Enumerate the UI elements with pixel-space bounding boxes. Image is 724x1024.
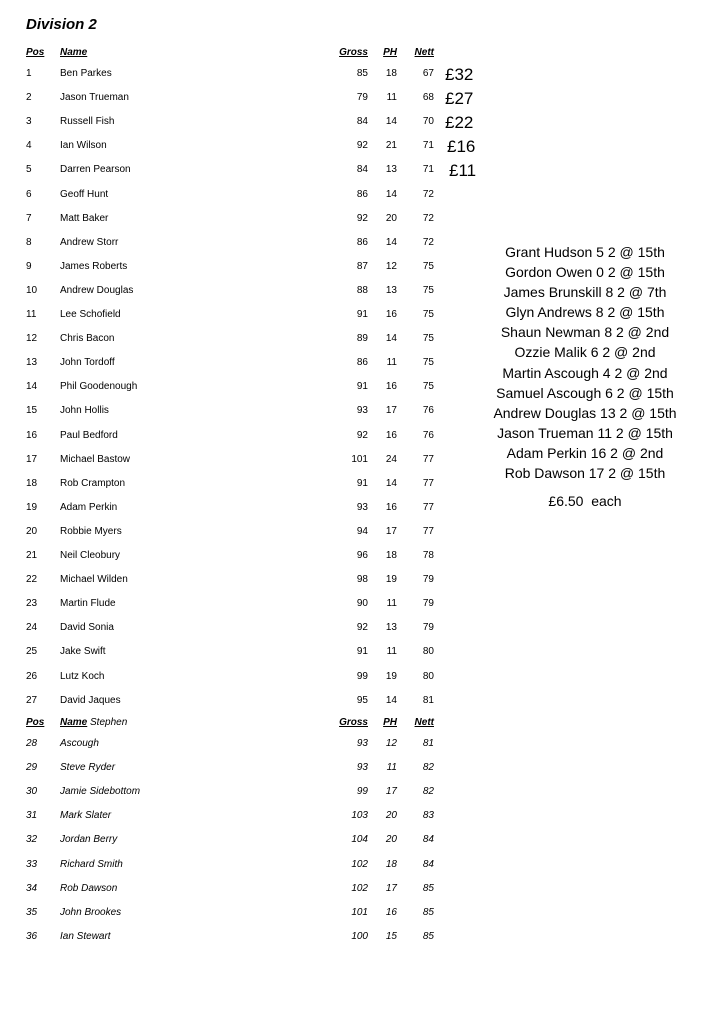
cell-nett: 82 xyxy=(422,762,434,774)
header2-gross: Gross xyxy=(339,717,368,728)
cell-ph: 11 xyxy=(386,92,397,104)
cell-name: Chris Bacon xyxy=(60,333,115,345)
cell-nett: 72 xyxy=(422,236,434,248)
twos-entry: Grant Hudson 5 2 @ 15th xyxy=(505,244,665,260)
cell-gross: 84 xyxy=(356,116,368,128)
table-row xyxy=(0,859,724,875)
table-row xyxy=(0,140,724,156)
cell-name: Russell Fish xyxy=(60,116,115,128)
cell-gross: 86 xyxy=(356,357,368,369)
cell-name: Phil Goodenough xyxy=(60,381,138,393)
table-row xyxy=(0,68,724,84)
cell-name: Ian Stewart xyxy=(60,930,111,942)
header-ph: PH xyxy=(383,47,397,58)
cell-name: Ian Wilson xyxy=(60,140,107,152)
cell-gross: 92 xyxy=(356,429,368,441)
cell-name: Andrew Storr xyxy=(60,236,119,248)
cell-ph: 20 xyxy=(385,834,397,846)
cell-nett: 81 xyxy=(422,738,434,749)
cell-pos: 27 xyxy=(26,694,38,706)
cell-ph: 17 xyxy=(385,882,397,894)
table-row xyxy=(0,526,724,542)
cell-nett: 79 xyxy=(422,574,434,586)
table-row xyxy=(0,786,724,802)
twos-payout: £6.50 each xyxy=(548,493,622,509)
cell-ph: 12 xyxy=(385,738,397,749)
cell-name: Martin Flude xyxy=(60,598,116,610)
cell-pos: 17 xyxy=(26,453,38,465)
cell-name: Andrew Douglas xyxy=(60,284,134,296)
header-nett: Nett xyxy=(414,47,434,58)
prize-4: £16 xyxy=(447,137,476,156)
cell-pos: 3 xyxy=(26,116,32,128)
cell-ph: 18 xyxy=(385,68,397,79)
cell-ph: 14 xyxy=(385,116,397,128)
cell-gross: 102 xyxy=(351,882,368,894)
cell-ph: 21 xyxy=(385,140,397,152)
cell-gross: 93 xyxy=(356,738,368,749)
twos-entry: Adam Perkin 16 2 @ 2nd xyxy=(506,444,664,461)
cell-pos: 36 xyxy=(26,930,38,942)
cell-ph: 16 xyxy=(385,381,397,393)
cell-name: Rob Dawson xyxy=(60,882,118,894)
cell-pos: 20 xyxy=(26,525,38,537)
cell-gross: 93 xyxy=(356,405,368,417)
cell-gross: 88 xyxy=(356,284,368,296)
cell-pos: 23 xyxy=(26,598,38,610)
twos-entry: Ozzie Malik 6 2 @ 2nd xyxy=(514,344,656,361)
cell-ph: 14 xyxy=(385,477,397,489)
cell-pos: 19 xyxy=(26,501,38,513)
cell-nett: 77 xyxy=(422,477,434,489)
cell-pos: 2 xyxy=(26,92,32,104)
cell-ph: 16 xyxy=(385,429,397,441)
cell-gross: 95 xyxy=(356,694,368,706)
cell-name: Richard Smith xyxy=(60,858,123,870)
header-pos: Pos xyxy=(26,47,45,58)
table-row xyxy=(0,622,724,638)
cell-name: Jamie Sidebottom xyxy=(60,786,141,798)
cell-gross: 89 xyxy=(356,333,368,345)
table-row xyxy=(0,598,724,614)
cell-ph: 14 xyxy=(385,694,397,706)
cell-nett: 67 xyxy=(422,68,434,79)
cell-nett: 75 xyxy=(422,357,434,369)
cell-ph: 14 xyxy=(385,236,397,248)
header2-name: Name xyxy=(60,717,88,728)
header2-pos: Pos xyxy=(26,717,45,728)
cell-pos: 30 xyxy=(26,786,38,798)
cell-ph: 19 xyxy=(385,574,397,586)
cell-pos: 9 xyxy=(26,260,32,272)
cell-gross: 101 xyxy=(351,906,368,918)
cell-name: Ben Parkes xyxy=(60,68,112,79)
cell-nett: 75 xyxy=(422,381,434,393)
prize-1: £32 xyxy=(445,65,474,84)
cell-gross: 92 xyxy=(356,212,368,224)
twos-entry: Rob Dawson 17 2 @ 15th xyxy=(504,465,666,482)
cell-gross: 98 xyxy=(356,574,368,586)
cell-pos: 25 xyxy=(26,646,38,658)
prize-2: £27 xyxy=(445,89,474,108)
cell-ph: 11 xyxy=(386,357,397,369)
table-row xyxy=(0,646,724,662)
cell-nett: 71 xyxy=(422,140,434,152)
cell-ph: 20 xyxy=(385,810,397,822)
twos-entry: Andrew Douglas 13 2 @ 15th xyxy=(493,404,677,421)
cell-ph: 14 xyxy=(385,333,397,345)
cell-name: Lutz Koch xyxy=(60,670,105,682)
cell-name: Michael Wilden xyxy=(60,574,128,586)
cell-name: Neil Cleobury xyxy=(60,550,121,561)
cell-nett: 70 xyxy=(422,116,434,128)
cell-gross: 101 xyxy=(351,453,368,465)
cell-gross: 91 xyxy=(356,381,368,393)
page-title: Division 2 xyxy=(26,16,97,33)
cell-ph: 15 xyxy=(385,930,397,942)
cell-pos: 16 xyxy=(26,429,38,441)
cell-nett: 75 xyxy=(422,284,434,296)
cell-pos: 7 xyxy=(26,212,32,224)
cell-name: Mark Slater xyxy=(60,810,112,822)
cell-gross: 92 xyxy=(356,140,368,152)
table-row xyxy=(0,834,724,850)
cell-name: John Hollis xyxy=(60,405,109,417)
cell-gross: 93 xyxy=(356,501,368,513)
cell-name: Lee Schofield xyxy=(60,309,121,320)
cell-ph: 18 xyxy=(385,550,397,561)
header2-name-extra: Stephen xyxy=(90,717,128,728)
cell-nett: 75 xyxy=(422,309,434,320)
cell-pos: 32 xyxy=(26,834,38,846)
table-row xyxy=(0,116,724,132)
cell-pos: 14 xyxy=(26,381,38,393)
cell-gross: 102 xyxy=(351,858,368,870)
cell-pos: 13 xyxy=(26,357,38,369)
cell-pos: 31 xyxy=(26,810,38,822)
table-row xyxy=(0,738,724,754)
cell-ph: 17 xyxy=(385,786,397,798)
cell-nett: 84 xyxy=(422,858,434,870)
twos-entry: Gordon Owen 0 2 @ 15th xyxy=(505,264,665,281)
twos-entry: Glyn Andrews 8 2 @ 15th xyxy=(505,304,665,321)
cell-pos: 12 xyxy=(26,333,38,345)
cell-name: Jason Trueman xyxy=(60,92,129,104)
table-row xyxy=(0,92,724,108)
cell-ph: 16 xyxy=(385,906,397,918)
cell-gross: 91 xyxy=(356,309,368,320)
cell-nett: 75 xyxy=(422,333,434,345)
cell-pos: 15 xyxy=(26,405,38,417)
cell-nett: 84 xyxy=(422,834,434,846)
cell-nett: 76 xyxy=(422,429,434,441)
cell-nett: 79 xyxy=(422,598,434,610)
cell-pos: 26 xyxy=(26,670,38,682)
cell-pos: 24 xyxy=(26,622,38,634)
twos-entry: Samuel Ascough 6 2 @ 15th xyxy=(496,384,674,401)
cell-gross: 94 xyxy=(356,525,368,537)
cell-nett: 83 xyxy=(422,810,434,822)
cell-gross: 99 xyxy=(356,670,368,682)
cell-pos: 35 xyxy=(26,906,38,918)
cell-nett: 82 xyxy=(422,786,434,798)
cell-ph: 13 xyxy=(385,622,397,634)
header-gross: Gross xyxy=(339,47,368,58)
cell-pos: 5 xyxy=(26,164,32,176)
cell-name: David Jaques xyxy=(60,694,121,706)
cell-gross: 93 xyxy=(356,762,368,774)
header2-ph: PH xyxy=(383,717,397,728)
table-row xyxy=(0,213,724,229)
cell-nett: 75 xyxy=(422,260,434,272)
prize-5: £11 xyxy=(449,161,477,180)
cell-pos: 21 xyxy=(26,550,38,561)
cell-gross: 86 xyxy=(356,236,368,248)
cell-pos: 8 xyxy=(26,236,32,248)
cell-gross: 90 xyxy=(356,598,368,610)
cell-gross: 91 xyxy=(356,477,368,489)
cell-ph: 14 xyxy=(385,188,397,200)
cell-ph: 20 xyxy=(385,212,397,224)
twos-entry: James Brunskill 8 2 @ 7th xyxy=(503,284,667,301)
cell-ph: 11 xyxy=(386,646,397,658)
table-row xyxy=(0,695,724,711)
cell-ph: 18 xyxy=(385,858,397,870)
cell-name: John Brookes xyxy=(60,906,122,918)
cell-nett: 80 xyxy=(422,646,434,658)
cell-pos: 11 xyxy=(26,309,37,320)
cell-nett: 80 xyxy=(422,670,434,682)
table-row xyxy=(0,550,724,566)
cell-pos: 18 xyxy=(26,477,38,489)
cell-gross: 85 xyxy=(356,68,368,79)
cell-name: Michael Bastow xyxy=(60,453,131,465)
table-row xyxy=(0,810,724,826)
cell-pos: 22 xyxy=(26,574,38,586)
cell-gross: 79 xyxy=(356,92,368,104)
cell-pos: 33 xyxy=(26,858,38,870)
table-row xyxy=(0,762,724,778)
cell-gross: 91 xyxy=(356,646,368,658)
table-row xyxy=(0,931,724,947)
cell-gross: 104 xyxy=(351,834,368,846)
cell-pos: 28 xyxy=(26,738,38,749)
cell-nett: 78 xyxy=(422,550,434,561)
cell-pos: 34 xyxy=(26,882,38,894)
cell-pos: 1 xyxy=(26,68,32,79)
cell-name: Adam Perkin xyxy=(60,501,118,513)
cell-nett: 85 xyxy=(422,930,434,942)
table-row xyxy=(0,189,724,205)
cell-ph: 17 xyxy=(385,405,397,417)
cell-nett: 71 xyxy=(422,164,434,176)
cell-gross: 92 xyxy=(356,622,368,634)
cell-name: Steve Ryder xyxy=(60,762,116,774)
cell-ph: 16 xyxy=(385,309,397,320)
cell-name: Jordan Berry xyxy=(60,834,118,846)
cell-nett: 72 xyxy=(422,212,434,224)
cell-ph: 24 xyxy=(385,453,397,465)
cell-name: Geoff Hunt xyxy=(60,188,109,200)
table-row xyxy=(0,907,724,923)
cell-ph: 12 xyxy=(385,260,397,272)
cell-pos: 10 xyxy=(26,284,38,296)
cell-nett: 85 xyxy=(422,906,434,918)
cell-pos: 6 xyxy=(26,188,32,200)
cell-pos: 4 xyxy=(26,140,32,152)
twos-entry: Shaun Newman 8 2 @ 2nd xyxy=(500,324,670,341)
cell-ph: 11 xyxy=(386,598,397,610)
cell-name: James Roberts xyxy=(60,260,128,272)
twos-entry: Jason Trueman 11 2 @ 15th xyxy=(497,424,673,441)
table-row xyxy=(0,671,724,687)
cell-gross: 100 xyxy=(351,930,368,942)
table-row xyxy=(0,164,724,180)
table-row xyxy=(0,883,724,899)
cell-ph: 17 xyxy=(385,525,397,537)
cell-nett: 85 xyxy=(422,882,434,894)
cell-name: Robbie Myers xyxy=(60,525,122,537)
cell-name: David Sonia xyxy=(60,622,114,634)
cell-ph: 16 xyxy=(385,501,397,513)
cell-name: Darren Pearson xyxy=(60,164,131,176)
cell-name: Ascough xyxy=(60,738,99,749)
table-row xyxy=(0,574,724,590)
cell-gross: 96 xyxy=(356,550,368,561)
cell-nett: 77 xyxy=(422,501,434,513)
cell-ph: 13 xyxy=(385,284,397,296)
cell-gross: 99 xyxy=(356,786,368,798)
cell-name: Jake Swift xyxy=(60,646,106,658)
cell-nett: 77 xyxy=(422,453,434,465)
cell-gross: 103 xyxy=(351,810,368,822)
cell-name: John Tordoff xyxy=(60,357,115,369)
cell-gross: 87 xyxy=(356,260,368,272)
header-name: Name xyxy=(60,47,88,58)
cell-name: Rob Crampton xyxy=(60,477,126,489)
cell-ph: 13 xyxy=(385,164,397,176)
cell-nett: 72 xyxy=(422,188,434,200)
cell-name: Paul Bedford xyxy=(60,429,118,441)
twos-entry: Martin Ascough 4 2 @ 2nd xyxy=(502,364,668,381)
cell-ph: 19 xyxy=(385,670,397,682)
header2-nett: Nett xyxy=(414,717,434,728)
twos-list xyxy=(470,242,700,483)
cell-gross: 84 xyxy=(356,164,368,176)
cell-ph: 11 xyxy=(386,762,397,774)
cell-nett: 81 xyxy=(422,694,434,706)
cell-nett: 76 xyxy=(422,405,434,417)
cell-pos: 29 xyxy=(26,762,38,774)
cell-nett: 68 xyxy=(422,92,434,104)
cell-gross: 86 xyxy=(356,188,368,200)
prize-3: £22 xyxy=(445,113,474,132)
cell-nett: 77 xyxy=(422,525,434,537)
cell-nett: 79 xyxy=(422,622,434,634)
cell-name: Matt Baker xyxy=(60,212,109,224)
